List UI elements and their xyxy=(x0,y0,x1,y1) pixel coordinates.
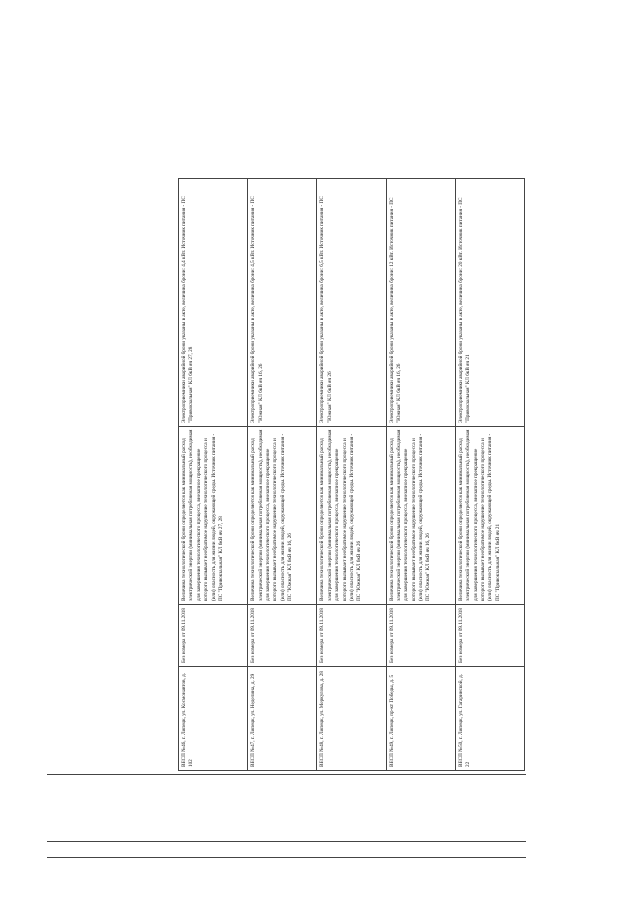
object-cell: ВЕСП №49, г. Липецк, пр-кт Победы, д. 5 xyxy=(386,667,455,771)
emergency-cell: Электроприемники аварийной брони указаны в акте, величина брони: 4,5 кВт. Источник питания - ПС "Южная" КЛ 6кВ яч 16, 26 xyxy=(248,179,317,427)
description-cell: Величина технологической брони определяется как минимальный расход электрической энергии (минимальная потребляемая мощность), необходимая для завершения технологического процесса, внезапное прекращение которого вызывает необратимое нарушение технологического процесса и (или) опасность для жизни людей, окружающей среды. Источник питания - ПС "Южная" КЛ 6кВ яч 26 xyxy=(317,427,386,605)
document-cell: Без номера от 09.11.2018 xyxy=(317,605,386,667)
table-row xyxy=(386,179,455,771)
document-cell: Без номера от 09.11.2018 xyxy=(179,605,248,667)
emergency-cell: Электроприемники аварийной брони указаны в акте, величина брони: 12 кВт. Источник питания - ПС "Южная" КЛ 6кВ яч 16, 26 xyxy=(386,179,455,427)
description-cell: Величина технологической брони определяется как минимальный расход электрической энергии (минимальная потребляемая мощность), необходимая для завершения технологического процесса, внезапное прекращение которого вызывает необратимое нарушение технологического процесса и (или) опасность для жизни людей, окружающей среды. Источник питания - ПС "Южная" КЛ 6кВ яч 16, 26 xyxy=(248,427,317,605)
object-cell: ВЕСП №47, г. Липецк, ул. Неделина, д. 29 xyxy=(248,667,317,771)
object-cell: ВЕСП №48, г. Липецк, ул. Меркулова, д. 28 xyxy=(317,667,386,771)
description-cell: Величина технологической брони определяется как минимальный расход электрической энергии (минимальная потребляемая мощность), необходимая для завершения технологического процесса, внезапное прекращение которого вызывает необратимое нарушение технологического процесса и (или) опасность для жизни людей, окружающей среды. Источник питания - ПС "Южная" КЛ 6кВ яч 16, 26 xyxy=(386,427,455,605)
table-row xyxy=(455,179,524,771)
divider-line xyxy=(47,774,526,775)
emergency-cell: Электроприемники аварийной брони указаны в акте, величина брони: 4,4 кВт. Источник питания - ПС "Привокзальная" КЛ 6кВ яч 27, 28 xyxy=(179,179,248,427)
description-cell: Величина технологической брони определяется как минимальный расход электрической энергии (минимальная потребляемая мощность), необходимая для завершения технологического процесса, внезапное прекращение которого вызывает необратимое нарушение технологического процесса и (или) опасность для жизни людей, окружающей среды. Источник питания - ПС "Привокзальная" КЛ 6кВ яч 27, 28 xyxy=(179,427,248,605)
object-cell: ВЕСП №50, г. Липецк, ул. Гагаринской, д. 22 xyxy=(455,667,524,771)
divider-line xyxy=(47,857,526,858)
document-cell: Без номера от 09.11.2018 xyxy=(248,605,317,667)
object-cell: ВЕСП №46, г. Липецк, ул. Космонавтов, д. 102 xyxy=(179,667,248,771)
divider-line xyxy=(47,841,526,842)
emergency-cell: Электроприемники аварийной брони указаны в акте, величина брони: 20 кВт. Источник питания - ПС "Привокзальная" КЛ 6кВ яч 21 xyxy=(455,179,524,427)
description-cell: Величина технологической брони определяется как минимальный расход электрической энергии (минимальная потребляемая мощность), необходимая для завершения технологического процесса, внезапное прекращение которого вызывает необратимое нарушение технологического процесса и (или) опасность для жизни людей, окружающей среды. Источник питания - ПС "Привокзальная" КЛ 6кВ яч 21 xyxy=(455,427,524,605)
rotated-table-wrapper xyxy=(178,179,525,771)
emergency-cell: Электроприемники аварийной брони указаны в акте, величина брони: 6,5 кВт. Источник питания - ПС "Южная" КЛ 6кВ яч 26 xyxy=(317,179,386,427)
table-row xyxy=(179,179,248,771)
table-row xyxy=(317,179,386,771)
reservation-table xyxy=(178,178,525,771)
document-cell: Без номера от 09.11.2018 xyxy=(455,605,524,667)
table-row xyxy=(248,179,317,771)
document-cell: Без номера от 09.11.2018 xyxy=(386,605,455,667)
